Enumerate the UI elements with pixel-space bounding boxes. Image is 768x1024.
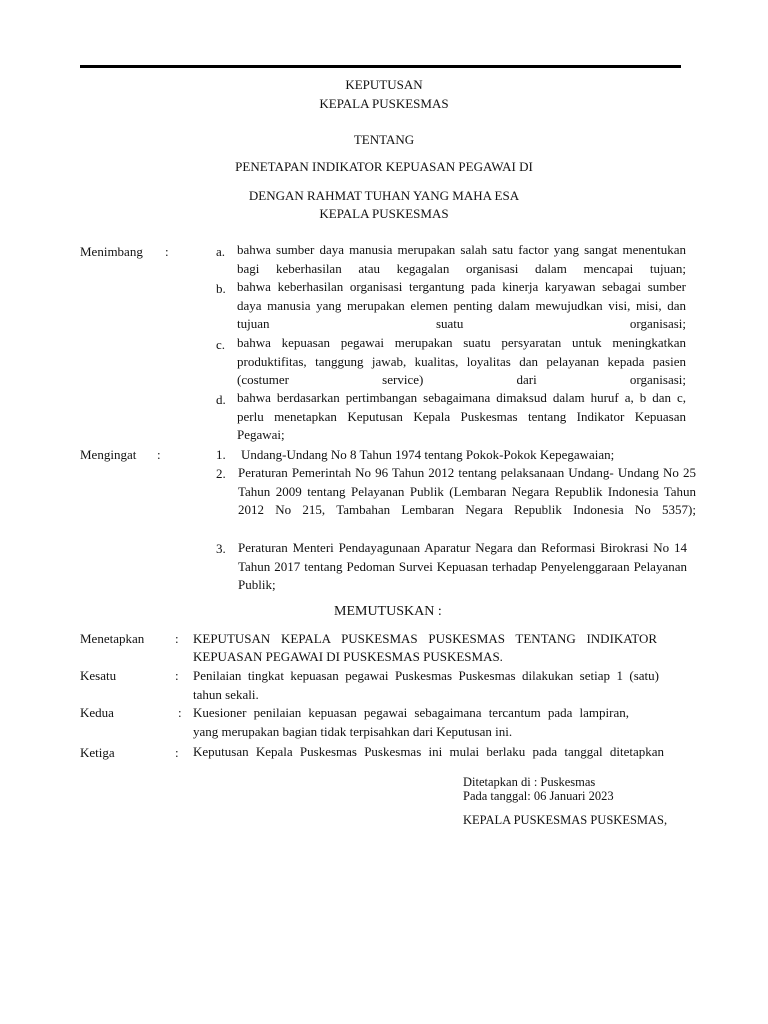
kedua-colon: : — [178, 705, 182, 720]
mengingat-marker-1: 1. — [216, 447, 226, 462]
title-kepala-puskesmas: KEPALA PUSKESMAS — [319, 96, 449, 111]
mengingat-item-2: Peraturan Pemerintah No 96 Tahun 2012 tentang pelaksanaan Undang- Undang No 25 Tahun 2009 tentang Pelayanan Publik (Lembaran Negara Republik Indonesia Tahun 2012 No 215, Tambahan Lembaran Negara Republik Indonesia No 5357); — [238, 465, 696, 517]
menimbang-marker-c: c. — [216, 337, 226, 352]
menimbang-marker-b: b. — [216, 281, 226, 296]
menimbang-label: Menimbang — [80, 244, 143, 259]
mengingat-item-3: Peraturan Menteri Pendayagunaan Aparatur Negara dan Reformasi Birokrasi No 14 Tahun 2017 tentang Pedoman Survei Kepuasan terhadap Penyelenggaraan Pelayanan Publik; — [238, 540, 687, 592]
title-subject: PENETAPAN INDIKATOR KEPUASAN PEGAWAI DI — [235, 159, 533, 174]
menimbang-item-c: bahwa kepuasan pegawai merupakan suatu persyaratan untuk meningkatkan produktifitas, tanggung jawab, kualitas, loyalitas dan pelayanan kepada pasien (costumer service) dari organisasi; — [237, 335, 686, 387]
ketiga-label: Ketiga — [80, 745, 115, 760]
kesatu-label: Kesatu — [80, 668, 117, 683]
ditetapkan-di: Ditetapkan di : Puskesmas — [463, 775, 596, 789]
menimbang-item-a: bahwa sumber daya manusia merupakan salah satu factor yang sangat menentukan bagi keberhasilan atau kegagalan organisasi dalam mencapai tujuan; — [237, 242, 686, 276]
kesatu-text: Penilaian tingkat kepuasan pegawai Puskesmas Puskesmas dilakukan setiap 1 (satu) tahun sekali. — [193, 668, 659, 702]
mengingat-item-1: Undang-Undang No 8 Tahun 1974 tentang Pokok-Pokok Kepegawaian; — [241, 447, 615, 462]
ketiga-colon: : — [175, 745, 179, 760]
menetapkan-colon: : — [175, 631, 179, 646]
top-rule — [80, 65, 681, 68]
signature-title: KEPALA PUSKESMAS PUSKESMAS, — [463, 813, 668, 827]
menetapkan-text: KEPUTUSAN KEPALA PUSKESMAS PUSKESMAS TENTANG INDIKATOR KEPUASAN PEGAWAI DI PUSKESMAS PUSKESMAS. — [193, 631, 657, 664]
menimbang-colon: : — [165, 244, 169, 259]
mengingat-marker-3: 3. — [216, 541, 226, 556]
menimbang-marker-d: d. — [216, 392, 226, 407]
kesatu-colon: : — [175, 668, 179, 683]
kedua-label: Kedua — [80, 705, 114, 720]
memutuskan-heading: MEMUTUSKAN : — [334, 604, 442, 619]
title-keputusan: KEPUTUSAN — [345, 77, 423, 92]
rahmat-line: DENGAN RAHMAT TUHAN YANG MAHA ESA — [248, 188, 520, 203]
mengingat-label: Mengingat — [80, 447, 137, 462]
pada-tanggal: Pada tanggal: 06 Januari 2023 — [463, 789, 614, 803]
mengingat-colon: : — [157, 447, 161, 462]
mengingat-marker-2: 2. — [216, 466, 226, 481]
menimbang-marker-a: a. — [216, 244, 226, 259]
menimbang-item-d: bahwa berdasarkan pertimbangan sebagaimana dimaksud dalam huruf a, b dan c, perlu menetapkan Keputusan Kepala Puskesmas tentang Indikator Kepuasan Pegawai; — [237, 390, 686, 442]
ketiga-text: Keputusan Kepala Puskesmas Puskesmas ini mulai berlaku pada tanggal ditetapkan — [193, 744, 664, 759]
menetapkan-label: Menetapkan — [80, 631, 145, 646]
kedua-text: Kuesioner penilaian kepuasan pegawai sebagaimana tercantum pada lampiran, yang merupakan bagian tidak terpisahkan dari Keputusan ini. — [193, 705, 629, 739]
rahmat-kepala: KEPALA PUSKESMAS — [319, 206, 449, 221]
title-tentang: TENTANG — [353, 132, 415, 147]
menimbang-item-b: bahwa keberhasilan organisasi tergantung pada kinerja karyawan sebagai sumber daya manusia yang merupakan elemen penting dalam mewujudkan visi, misi, dan tujuan suatu organisasi; — [237, 279, 686, 331]
